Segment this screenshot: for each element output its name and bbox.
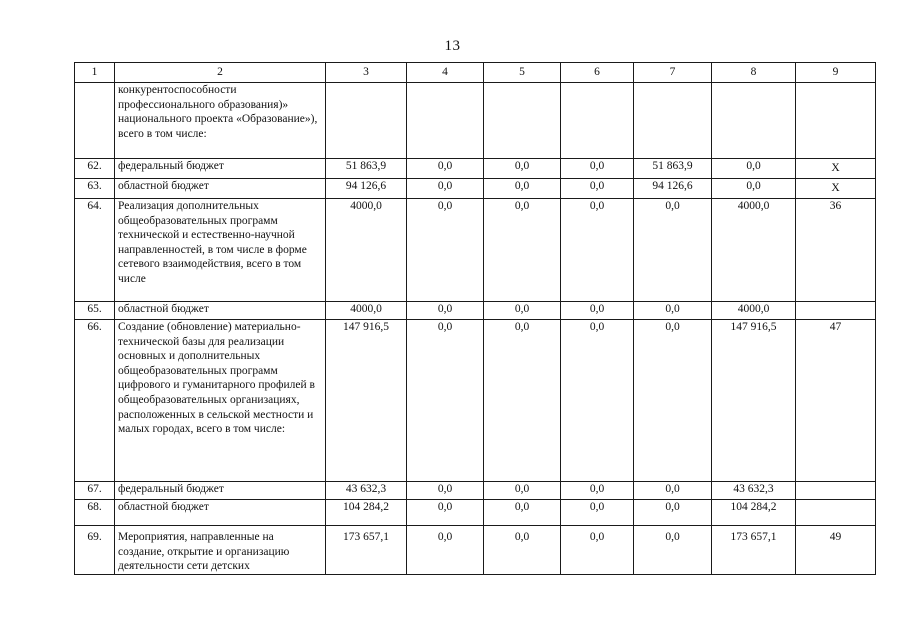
budget-table <box>74 62 876 575</box>
table-row-62 <box>75 159 876 179</box>
page-number: 13 <box>444 38 461 54</box>
column-header-4: 4 <box>407 63 484 83</box>
value-col3: 51 863,9 <box>326 159 407 179</box>
column-header-6: 6 <box>561 63 634 83</box>
value-col7: 0,0 <box>634 199 712 302</box>
row-name: областной бюджет <box>115 179 326 199</box>
value-col9: 47 <box>796 320 876 482</box>
value-col4: 0,0 <box>407 179 484 199</box>
value-col6: 0,0 <box>561 500 634 526</box>
value-col3: 104 284,2 <box>326 500 407 526</box>
column-header-7: 7 <box>634 63 712 83</box>
row-number: 64. <box>75 199 115 302</box>
value-col4: 0,0 <box>407 199 484 302</box>
value-col7: 0,0 <box>634 302 712 320</box>
value-col6 <box>561 83 634 159</box>
table-row-68 <box>75 500 876 526</box>
value-col5: 0,0 <box>484 179 561 199</box>
value-col8: 147 916,5 <box>712 320 796 482</box>
row-number: 67. <box>75 482 115 500</box>
table-row-69 <box>75 526 876 575</box>
column-header-5: 5 <box>484 63 561 83</box>
row-number: 66. <box>75 320 115 482</box>
value-col4: 0,0 <box>407 159 484 179</box>
value-col7: 0,0 <box>634 500 712 526</box>
column-header-3: 3 <box>326 63 407 83</box>
value-col7: 94 126,6 <box>634 179 712 199</box>
value-col9 <box>796 500 876 526</box>
value-col4: 0,0 <box>407 526 484 575</box>
column-header-2: 2 <box>115 63 326 83</box>
value-col5 <box>484 83 561 159</box>
row-name: областной бюджет <box>115 302 326 320</box>
table-row-continuation <box>75 83 876 159</box>
value-col4: 0,0 <box>407 320 484 482</box>
row-name: конкурентоспособности профессионального образования)» национального проекта «Образование»), всего в том числе: <box>115 83 326 159</box>
row-number <box>75 83 115 159</box>
value-col4: 0,0 <box>407 500 484 526</box>
value-col9 <box>796 302 876 320</box>
value-col3: 94 126,6 <box>326 179 407 199</box>
row-number: 68. <box>75 500 115 526</box>
table-row-65 <box>75 302 876 320</box>
value-col8 <box>712 83 796 159</box>
value-col9: 36 <box>796 199 876 302</box>
value-col8: 0,0 <box>712 159 796 179</box>
row-name: Реализация дополнительных общеобразовательных программ технической и естественно-научной направленностей, в том числе в форме сетевого взаимодействия, всего в том числе <box>115 199 326 302</box>
value-col7: 51 863,9 <box>634 159 712 179</box>
value-col5: 0,0 <box>484 526 561 575</box>
value-col6: 0,0 <box>561 199 634 302</box>
value-col6: 0,0 <box>561 320 634 482</box>
row-name: Создание (обновление) материально-технической базы для реализации основных и дополнительных общеобразовательных программ цифрового и гуманитарного профилей в общеобразовательных организациях, расположенных в сельской местности и малых городах, всего в том числе: <box>115 320 326 482</box>
value-col6: 0,0 <box>561 302 634 320</box>
row-name: областной бюджет <box>115 500 326 526</box>
value-col9: Х <box>796 159 876 179</box>
column-header-1: 1 <box>75 63 115 83</box>
table-row-63 <box>75 179 876 199</box>
value-col9: Х <box>796 179 876 199</box>
value-col3 <box>326 83 407 159</box>
table-row-67 <box>75 482 876 500</box>
value-col4: 0,0 <box>407 482 484 500</box>
value-col9 <box>796 482 876 500</box>
row-number: 63. <box>75 179 115 199</box>
row-number: 62. <box>75 159 115 179</box>
value-col5: 0,0 <box>484 302 561 320</box>
column-header-9: 9 <box>796 63 876 83</box>
value-col8: 43 632,3 <box>712 482 796 500</box>
row-name: федеральный бюджет <box>115 482 326 500</box>
value-col3: 173 657,1 <box>326 526 407 575</box>
column-number-header <box>75 63 876 83</box>
value-col5: 0,0 <box>484 199 561 302</box>
value-col9: 49 <box>796 526 876 575</box>
value-col5: 0,0 <box>484 320 561 482</box>
value-col6: 0,0 <box>561 526 634 575</box>
value-col8: 104 284,2 <box>712 500 796 526</box>
table-row-66 <box>75 320 876 482</box>
value-col5: 0,0 <box>484 159 561 179</box>
row-name: Мероприятия, направленные на создание, открытие и организацию деятельности сети детских <box>115 526 326 575</box>
value-col5: 0,0 <box>484 482 561 500</box>
value-col8: 4000,0 <box>712 302 796 320</box>
value-col7 <box>634 83 712 159</box>
value-col8: 4000,0 <box>712 199 796 302</box>
value-col3: 147 916,5 <box>326 320 407 482</box>
value-col4 <box>407 83 484 159</box>
value-col3: 4000,0 <box>326 302 407 320</box>
column-header-8: 8 <box>712 63 796 83</box>
value-col5: 0,0 <box>484 500 561 526</box>
value-col6: 0,0 <box>561 482 634 500</box>
value-col3: 43 632,3 <box>326 482 407 500</box>
value-col3: 4000,0 <box>326 199 407 302</box>
table-row-64 <box>75 199 876 302</box>
value-col8: 173 657,1 <box>712 526 796 575</box>
value-col7: 0,0 <box>634 526 712 575</box>
value-col9 <box>796 83 876 159</box>
value-col7: 0,0 <box>634 320 712 482</box>
value-col4: 0,0 <box>407 302 484 320</box>
value-col6: 0,0 <box>561 159 634 179</box>
row-number: 69. <box>75 526 115 575</box>
value-col7: 0,0 <box>634 482 712 500</box>
value-col6: 0,0 <box>561 179 634 199</box>
value-col8: 0,0 <box>712 179 796 199</box>
row-name: федеральный бюджет <box>115 159 326 179</box>
row-number: 65. <box>75 302 115 320</box>
